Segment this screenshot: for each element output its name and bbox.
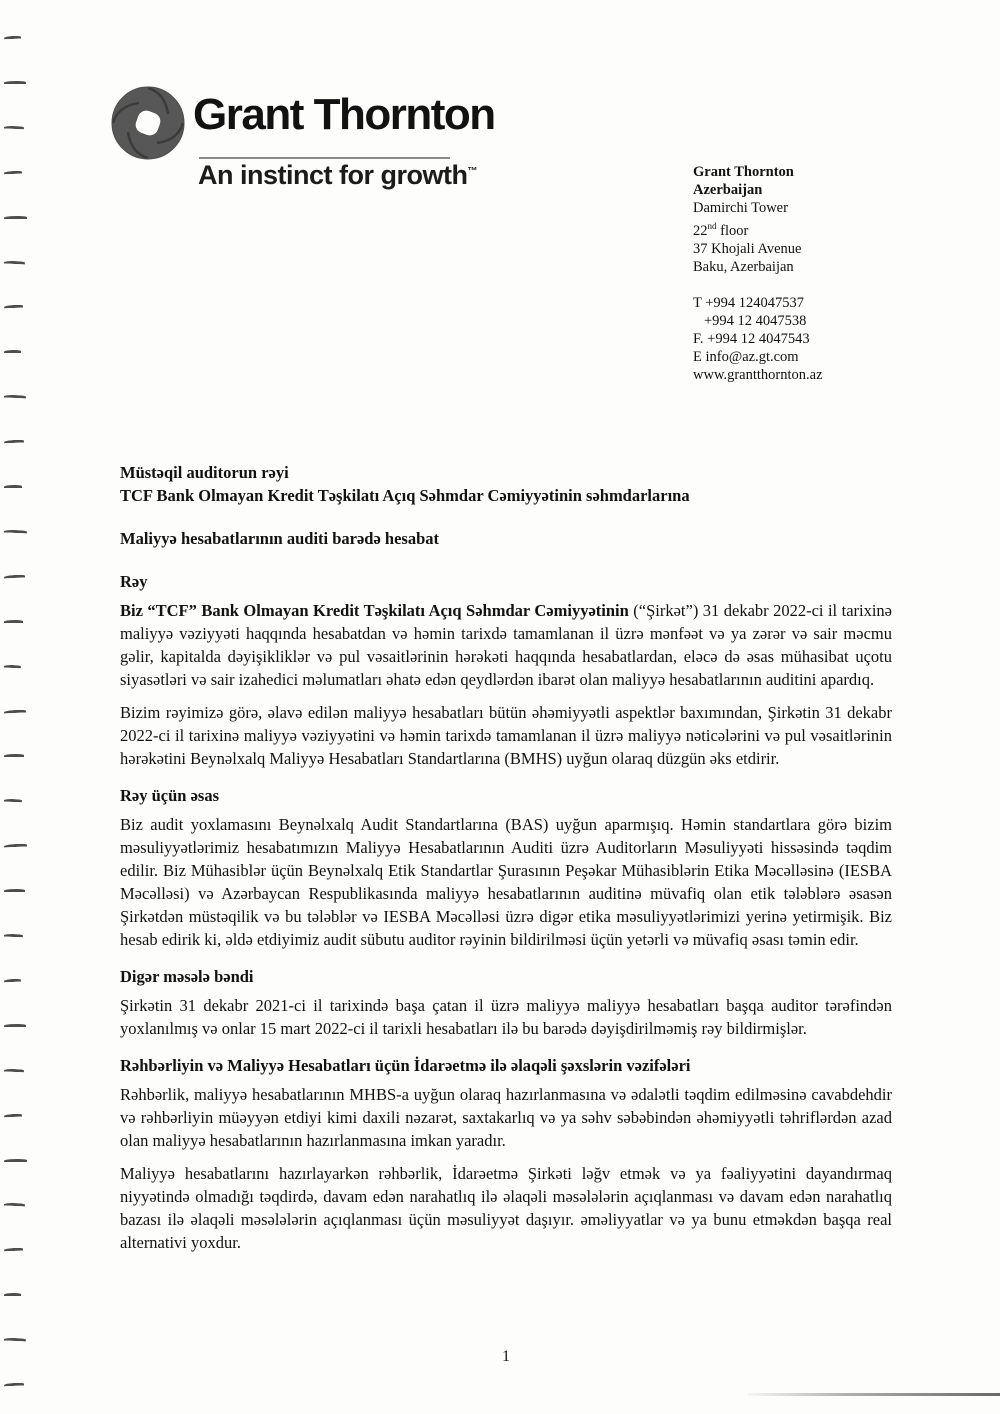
brand-divider [199,157,450,159]
paragraph: Bizim rəyimizə görə, əlavə edilən maliyyə hesabatları bütün əhəmiyyətli aspektlər baxımından, Şirkətin 31 dekabr 2022-ci il tarixinə maliyyə vəziyyətini və həmin tarixdə tamamlanan il üzrə maliyyə nəticələrini və pul vəsaitlərinin hərəkətini Beynəlxalq Maliyyə Hesabatları Standartlarına (BMHS) uyğun olaraq düzgün əks etdirir. [120,703,892,768]
binding-mark [4,1383,24,1387]
binding-mark [4,1024,26,1027]
grant-thornton-logo-icon [111,86,185,160]
section-other-matter [120,965,892,1040]
binding-mark [4,1114,22,1118]
binding-mark [4,889,25,892]
contact-phone-1: T +994 124047537 [693,294,805,311]
trademark-symbol: ™ [467,166,477,177]
report-body [120,461,892,1254]
scan-artifact-line [748,1393,1000,1396]
binding-mark [4,126,24,130]
binding-mark [4,81,26,84]
section-heading: Digər məsələ bəndi [120,967,254,986]
brand-wordmark: Grant Thornton [193,90,495,139]
contact-email: E info@az.gt.com [693,348,799,365]
binding-mark [4,620,23,623]
paragraph: Şirkətin 31 dekabr 2021-ci il tarixində başa çatan il üzrə maliyyə maliyyə hesabatları başqa auditor tərəfindən yoxlanılmış və onlar 15 mart 2022-ci il tarixli hesabatları ilə bu barədə dəyişdirilməmiş rəy bildirmişlər. [120,996,892,1038]
report-title [120,461,892,507]
binding-mark [4,350,21,353]
contact-floor: 22nd floor [693,221,749,239]
report-title-line1: Müstəqil auditorun rəyi [120,463,289,482]
contact-country: Azerbaijan [693,182,763,198]
section-responsibilities [120,1054,892,1254]
binding-mark [4,216,27,219]
binding-mark [4,1248,23,1252]
binding-mark [4,261,25,265]
contact-building: Damirchi Tower [693,200,788,216]
binding-mark [4,305,23,309]
binding-mark [4,934,23,938]
contact-block [693,163,823,384]
contact-city: Baku, Azerbaijan [693,258,794,275]
paragraph: Biz audit yoxlamasını Beynəlxalq Audit Standartlarına (BAS) uyğun aparmışıq. Həmin standartlara görə bizim məsuliyyətlərimiz hesabatımızın Maliyyə Hesabatlarının Auditi üzrə Auditorların Məsuliyyəti hissəsində təqdim edilir. Biz Mühasiblər üçün Beynəlxalq Etik Standartlar Şurasının Peşəkar Mühasiblərin Etika Məcəlləsinə (IESBA Məcəlləsi) və Azərbaycan Respublikasında maliyyə hesabatlarının auditinə müvafiq olan etik tələblərə əsasən Şirkətdən müstəqilik və bu tələblər və IESBA Məcəlləsi üzrə digər etika məsuliyyətlərimizi yerinə yetirmişik. Biz hesab edirik ki, əldə etdiyimiz audit sübutu auditor rəyinin bildirilməsi üçün yetərli və müvafiq əsası təmin edir. [120,815,892,949]
binding-marks [0,0,40,1414]
section-heading: Rəy üçün əsas [120,786,220,805]
contact-website: www.grantthornton.az [693,366,823,383]
binding-mark [4,754,24,757]
binding-mark [4,575,25,579]
binding-mark [4,529,27,533]
section-basis-for-opinion [120,784,892,951]
contact-street: 37 Khojali Avenue [693,240,802,257]
contact-fax: F. +994 12 4047543 [693,330,810,347]
report-subtitle: Maliyyə hesabatlarının auditi barədə hesabat [120,529,440,548]
report-title-line2: TCF Bank Olmayan Kredit Təşkilatı Açıq Səhmdar Cəmiyyətinin səhmdarlarına [120,486,690,505]
binding-mark [4,440,24,444]
binding-mark [4,1338,26,1342]
binding-mark [4,485,22,488]
binding-mark [4,843,27,847]
binding-mark [4,1159,27,1162]
brand-tagline [198,160,477,191]
paragraph: Rəhbərlik, maliyyə hesabatlarının MHBS-a uyğun olaraq hazırlanmasına və ədalətli təqdim edilməsinə cavabdehdir və rəhbərliyin müəyyən etdiyi kimi daxili nəzarət, saxtakarlıq və ya səhv səbəbindən əhəmiyyətli təhriflərdən azad olan maliyyə hesabatlarının hazırlanmasına imkan yaradır. [120,1085,892,1150]
binding-mark [4,799,22,803]
section-heading: Rəhbərliyin və Maliyyə Hesabatları üçün İdarəetmə ilə əlaqəli şəxslərin vəzifələri [120,1056,691,1075]
binding-mark [4,710,26,714]
binding-mark [4,36,21,40]
binding-mark [4,665,21,669]
binding-mark [4,1069,24,1073]
tagline-text: An instinct for growth [198,160,468,190]
binding-mark [4,171,22,175]
page-number: 1 [502,1348,510,1365]
paragraph: Maliyyə hesabatlarını hazırlayarkən rəhbərlik, İdarəetmə Şirkəti ləğv etmək və ya fəaliyyətini dayandırmaq niyyətində olmadığı təqdirdə, davam edən narahatlıq ilə əlaqəli məsələlərin açıqlanması və davam edən narahatlıq bazası ilə əlaqəli məsələlərin açıqlanması üçün məsuliyyət daşıyır. əməliyyatlar və ya bunu etməkdən başqa real alternativi yoxdur. [120,1164,892,1252]
binding-mark [4,1293,21,1296]
contact-company: Grant Thornton [693,164,794,180]
contact-phone-2: +994 12 4047538 [704,312,807,329]
section-heading: Rəy [120,572,148,591]
paragraph: Biz “TCF” Bank Olmayan Kredit Təşkilatı Açıq Səhmdar Cəmiyyətinin (“Şirkət”) 31 dekabr 2022-ci il tarixinə maliyyə vəziyyəti haqqında hesabatdan və həmin tarixdə tamamlanan il üzrə mənfəət və ya zərər və sair məcmu gəlir, kapitalda dəyişikliklər və pul vəsaitlərinin hərəkəti haqqında hesabatlardan, eləcə də əsas mühasibat uçotu siyasətləri və sair izahedici məlumatları əhatə edən qeydlərdən ibarət olan maliyyə hesabatlarının auditini apardıq. [120,601,893,689]
section-opinion [120,570,892,770]
binding-mark [4,395,26,399]
binding-mark [4,1203,25,1207]
binding-mark [4,979,21,983]
